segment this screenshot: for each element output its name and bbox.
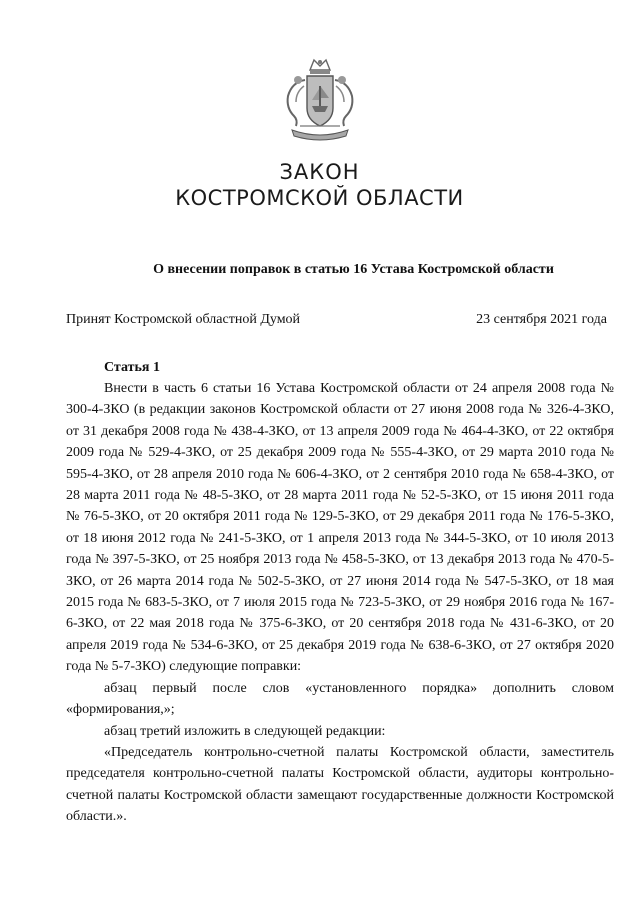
article-body (66, 378, 614, 828)
adoption-date: 23 сентября 2021 года (476, 312, 607, 327)
document-subject: О внесении поправок в статью 16 Устава Костромской области (153, 262, 554, 277)
kostroma-coat-of-arms-icon (274, 56, 366, 144)
article-paragraph: «Председатель контрольно-счетной палаты Костромской области, заместитель председателя контрольно-счетной палаты Костромской области, аудиторы контрольно-счетной палаты Костромской области замещают государственные должности Костромской области.». (66, 744, 614, 825)
adopted-by: Принят Костромской областной Думой (66, 312, 301, 327)
article-heading: Статья 1 (104, 360, 160, 375)
law-title: ЗАКОН (279, 160, 360, 184)
article-paragraph: абзац первый после слов «установленного порядка» дополнить словом «формирования,»; (66, 680, 614, 718)
article-paragraph: абзац третий изложить в следующей редакции: (104, 723, 386, 739)
law-region-title: КОСТРОМСКОЙ ОБЛАСТИ (175, 186, 464, 210)
article-paragraph: Внести в часть 6 статьи 16 Устава Костромской области от 24 апреля 2008 года № 300-4-ЗКО (в редакции законов Костромской области от 27 июня 2008 года № 326-4-ЗКО, от 31 декабря 2008 года № 438-4-ЗКО, от 13 апреля 2009 года № 464-4-ЗКО, от 22 октября 2009 года № 529-4-ЗКО, от 25 декабря 2009 года № 555-4-ЗКО, от 29 марта 2010 года № 595-4-ЗКО, от 28 апреля 2010 года № 606-4-ЗКО, от 2 сентября 2010 года № 658-4-ЗКО, от 28 марта 2011 года № 48-5-ЗКО, от 28 марта 2011 года № 52-5-ЗКО, от 15 июня 2011 года № 76-5-ЗКО, от 20 октября 2011 года № 129-5-ЗКО, от 29 декабря 2011 года № 176-5-ЗКО, от 18 июня 2012 года № 241-5-ЗКО, от 1 апреля 2013 года № 344-5-ЗКО, от 10 июля 2013 года № 397-5-ЗКО, от 25 ноября 2013 года № 458-5-ЗКО, от 13 декабря 2013 года № 470-5-ЗКО, от 26 марта 2014 года № 502-5-ЗКО, от 27 июня 2014 года № 547-5-ЗКО, от 18 мая 2015 года № 683-5-ЗКО, от 7 июля 2015 года № 723-5-ЗКО, от 29 ноября 2016 года № 167-6-ЗКО, от 22 мая 2018 года № 375-6-ЗКО, от 20 сентября 2018 года № 431-6-ЗКО, от 20 апреля 2019 года № 534-6-ЗКО, от 25 декабря 2019 года № 638-6-ЗКО, от 27 октября 2020 года № 5-7-ЗКО) следующие поправки: (66, 381, 614, 675)
